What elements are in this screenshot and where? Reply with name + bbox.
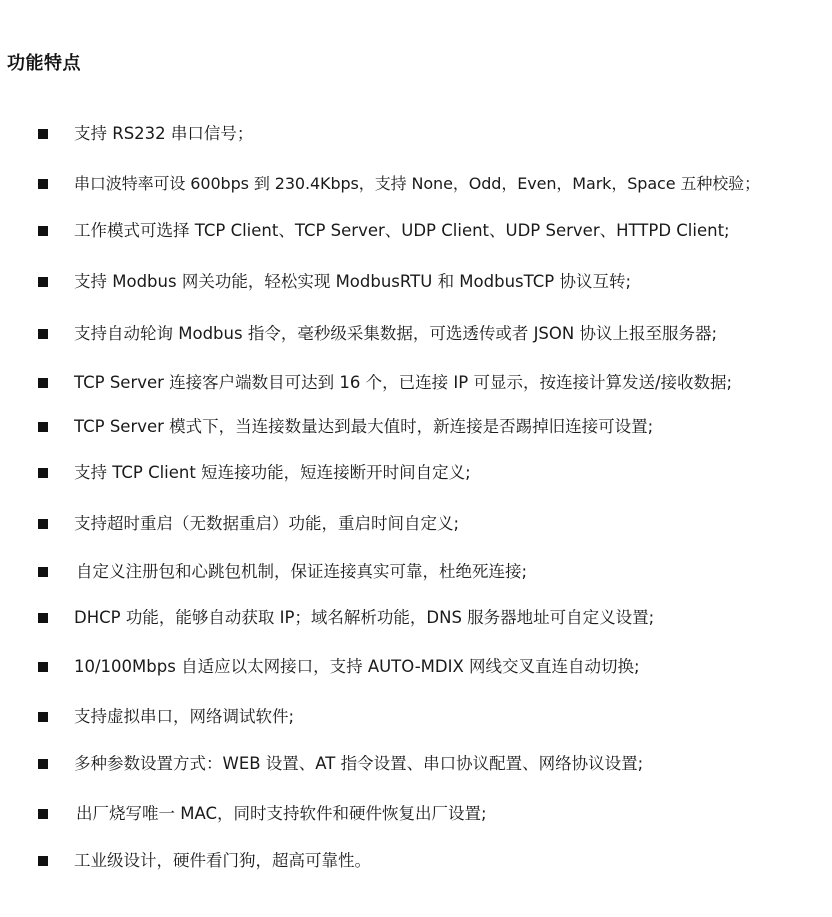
list-item [38, 655, 640, 679]
list-item [38, 560, 527, 584]
bullet-square-icon [38, 277, 48, 287]
list-item [38, 705, 294, 729]
section-title: 功能特点 [7, 53, 81, 74]
feature-text: 10/100Mbps 自适应以太网接口，支持 AUTO-MDIX 网线交叉直连自动切换; [74, 657, 640, 676]
list-item [38, 270, 631, 294]
feature-text: 支持 TCP Client 短连接功能，短连接断开时间自定义; [74, 463, 471, 482]
bullet-square-icon [38, 567, 48, 577]
bullet-square-icon [38, 856, 48, 866]
feature-text: DHCP 功能，能够自动获取 IP；域名解析功能，DNS 服务器地址可自定义设置; [74, 608, 655, 627]
feature-text: 出厂烧写唯一 MAC，同时支持软件和硬件恢复出厂设置; [76, 804, 487, 823]
list-item [38, 606, 654, 630]
list-item [38, 172, 760, 196]
bullet-square-icon [38, 226, 48, 236]
bullet-square-icon [38, 759, 48, 769]
feature-text: 自定义注册包和心跳包机制，保证连接真实可靠，杜绝死连接; [76, 562, 528, 581]
list-item [38, 371, 732, 395]
bullet-square-icon [38, 613, 48, 623]
bullet-square-icon [38, 422, 48, 432]
bullet-square-icon [38, 378, 48, 388]
list-item [38, 461, 471, 485]
feature-text: 支持 RS232 串口信号； [74, 124, 254, 143]
bullet-square-icon [38, 129, 48, 139]
list-item [38, 802, 487, 826]
feature-text: 支持超时重启（无数据重启）功能，重启时间自定义; [74, 514, 460, 533]
feature-text: 工业级设计，硬件看门狗，超高可靠性。 [74, 851, 371, 870]
feature-text: TCP Server 模式下，当连接数量达到最大值时，新连接是否踢掉旧连接可设置; [74, 417, 654, 436]
bullet-square-icon [38, 809, 48, 819]
list-item [38, 415, 653, 439]
feature-text: 支持虚拟串口，网络调试软件; [74, 707, 295, 726]
list-item [38, 219, 730, 243]
bullet-square-icon [38, 662, 48, 672]
list-item [38, 849, 371, 873]
bullet-square-icon [38, 179, 48, 189]
bullet-square-icon [38, 329, 48, 339]
list-item [38, 512, 459, 536]
feature-text: 支持自动轮询 Modbus 指令，毫秒级采集数据，可选透传或者 JSON 协议上报至服务器; [74, 324, 718, 343]
list-item [38, 752, 643, 776]
feature-text: 工作模式可选择 TCP Client、TCP Server、UDP Client、UDP Server、HTTPD Client; [74, 221, 730, 240]
list-item [38, 122, 253, 146]
list-item [38, 322, 717, 346]
feature-text: 支持 Modbus 网关功能，轻松实现 ModbusRTU 和 ModbusTCP 协议互转; [74, 272, 632, 291]
bullet-square-icon [38, 712, 48, 722]
bullet-square-icon [38, 519, 48, 529]
feature-text: 串口波特率可设 600bps 到 230.4Kbps，支持 None，Odd，Even，Mark，Space 五种校验； [74, 174, 760, 193]
bullet-square-icon [38, 468, 48, 478]
feature-text: 多种参数设置方式：WEB 设置、AT 指令设置、串口协议配置、网络协议设置; [74, 754, 644, 773]
feature-text: TCP Server 连接客户端数目可达到 16 个，已连接 IP 可显示，按连接计算发送/接收数据; [74, 373, 733, 392]
